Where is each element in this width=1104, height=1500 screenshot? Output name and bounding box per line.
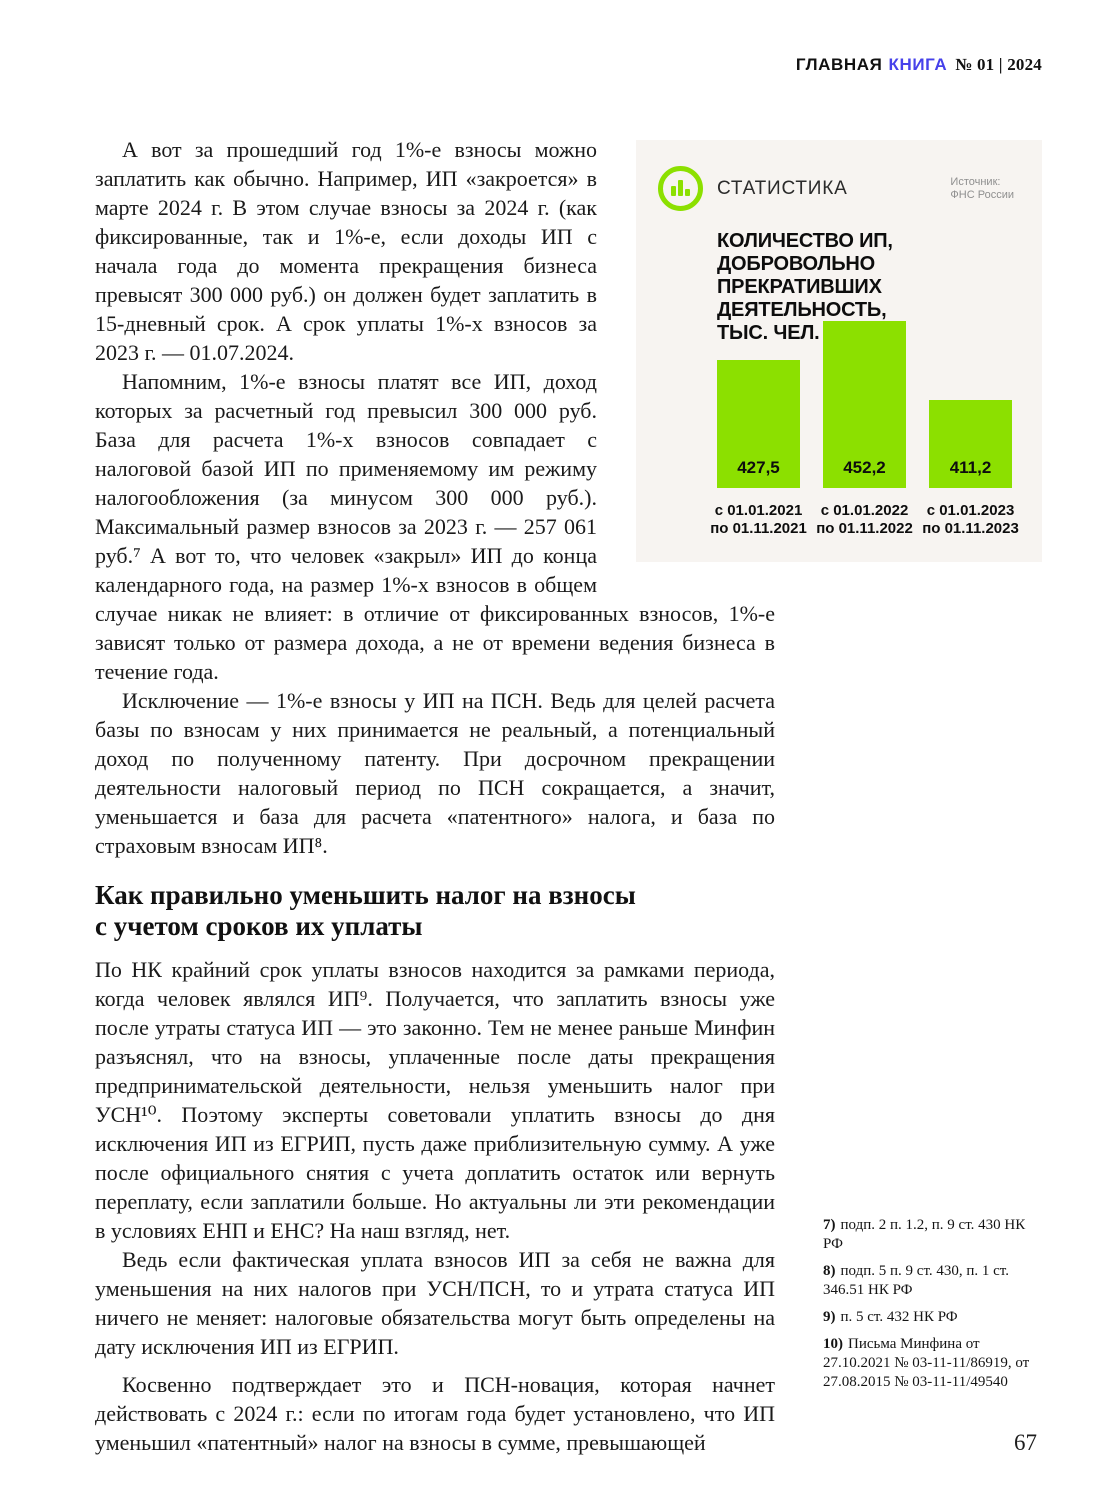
chart-title-line: ПРЕКРАТИВШИХ ДЕЯТЕЛЬНОСТЬ, [717, 276, 887, 321]
footnote-item [823, 1308, 1045, 1327]
chart-bar-fill [823, 321, 906, 488]
chart-bar-label-line: по 01.11.2021 [710, 520, 807, 537]
footnote-item [823, 1262, 1045, 1300]
footnote-text: Письма Минфина от 27.10.2021 № 03-11-11/86919, от 27.08.2015 № 03-11-11/49540 [823, 1336, 1030, 1390]
section-heading [95, 880, 775, 942]
chart-bar-label [710, 502, 807, 538]
chart-bar-label-line: с 01.01.2022 [820, 502, 909, 519]
chart-title-line: КОЛИЧЕСТВО ИП, ДОБРОВОЛЬНО [717, 230, 893, 275]
body-paragraph: По НК крайний срок уплаты взносов находится за рамками периода, когда человек являлся ИП⁹. Получается, что заплатить взносы уже после утраты статуса ИП — это законно. Тем не менее раньше Минфин разъяснял, что на взносы, уплаченные после даты прекращения предпринимательской деятельности, нельзя уменьшить налог при УСН¹⁰. Поэтому эксперты советовали уплатить взносы до дня исключения ИП из ЕГРИП, пусть даже приблизительную сумму. А уже после официального снятия с учета доплатить остаток или вернуть переплату, если заплатили больше. Но актуальны ли эти рекомендации в условиях ЕНП и ЕНС? На наш взгляд, нет. [95, 957, 775, 1243]
chart-bar [922, 400, 1019, 538]
bar-chart [710, 321, 1019, 538]
body-paragraph: Напомним, 1%-е взносы платят все ИП, доход которых за расчетный год превысил 300 000 руб. База для расчета 1%-х взносов совпадает с налоговой базой ИП по применяемому им режиму налогообложения (за минусом 300 000 руб.). Максимальный размер взносов за 2023 г. — 257 061 руб.⁷ А вот то, что человек «закрыл» ИП до конца календарного года, на размер 1%-х взносов в общем случае никак не влияет: в отличие от фиксированных взносов, 1%-е зависят только от размера дохода, а не от времени ведения бизнеса в течение года. [95, 369, 775, 684]
section-heading-line: Как правильно уменьшить налог на взносы [95, 880, 636, 910]
body-paragraph: Косвенно подтверждает это и ПСН-новация, которая начнет действовать с 2024 г.: если по итогам года будет установлено, что ИП уменьшил «патентный» налог на взносы в сумме, превышающей [95, 1372, 775, 1455]
chart-bar-label-line: с 01.01.2023 [926, 502, 1015, 519]
footnote-text: подп. 5 п. 9 ст. 430, п. 1 ст. 346.51 НК РФ [823, 1263, 1009, 1298]
chart-bar-label-line: с 01.01.2021 [714, 502, 803, 519]
statistics-box [636, 140, 1042, 562]
chart-bar-value: 411,2 [949, 458, 992, 477]
footnote-number: 10) [823, 1336, 843, 1352]
footnote-text: подп. 2 п. 1.2, п. 9 ст. 430 НК РФ [823, 1217, 1026, 1252]
issue-number: № 01 | 2024 [955, 55, 1042, 74]
chart-bar-label [816, 502, 913, 538]
magazine-name-part1: ГЛАВНАЯ [795, 55, 883, 74]
body-paragraph: Исключение — 1%-е взносы у ИП на ПСН. Ведь для целей расчета базы по взносам у них принимается не реальный, а потенциальный доход по полученному патенту. При досрочном прекращении деятельности налоговый период по ПСН сокращается, а значит, уменьшается и база для расчета «патентного» налога, и база по страховым взносам ИП⁸. [95, 688, 775, 858]
magazine-name-part2: КНИГА [888, 55, 948, 74]
chart-source-line: ФНС России [950, 189, 1014, 201]
chart-bar-label [922, 502, 1019, 538]
footnote-text: п. 5 ст. 432 НК РФ [840, 1309, 958, 1325]
bar-chart-icon [658, 166, 703, 211]
running-head [796, 55, 1042, 75]
footnote-number: 7) [823, 1217, 836, 1233]
chart-bar-label-line: по 01.11.2023 [922, 520, 1019, 537]
footnote-number: 8) [823, 1263, 836, 1279]
body-paragraph: Ведь если фактическая уплата взносов ИП за себя не важна для уменьшения на них налогов при УСН/ПСН, то и утрата статуса ИП ничего не меняет: налоговые обязательства могут быть определены на дату исключения ИП из ЕГРИП. [95, 1247, 775, 1359]
chart-bar [816, 321, 913, 538]
section-heading-line: с учетом сроков их уплаты [95, 911, 423, 941]
chart-bar-fill [929, 400, 1012, 488]
footnote-item [823, 1335, 1045, 1392]
chart-source-line: Источник: [950, 176, 1001, 188]
chart-bar-value: 452,2 [843, 458, 886, 477]
chart-bar-label-line: по 01.11.2022 [816, 520, 913, 537]
page-number: 67 [1014, 1430, 1037, 1455]
chart-title-line: ТЫС. ЧЕЛ. [717, 322, 820, 344]
chart-source [950, 176, 1014, 202]
chart-bar-fill [717, 360, 800, 488]
statistics-label: СТАТИСТИКА [717, 178, 848, 199]
footnote-number: 9) [823, 1309, 836, 1325]
chart-bar [710, 360, 807, 538]
chart-bar-value: 427,5 [737, 458, 780, 477]
body-paragraph: А вот за прошедший год 1%-е взносы можно заплатить как обычно. Например, ИП «закроется» в марте 2024 г. В этом случае взносы за 2024 г. (как фиксированные, так и 1%-е, если доходы ИП с начала года до момента прекращения бизнеса превысят 300 000 руб.) он должен будет заплатить в 15-дневный срок. А срок уплаты 1%-х взносов за 2023 г. — 01.07.2024. [95, 137, 597, 365]
footnotes [823, 1216, 1045, 1400]
footnote-item [823, 1216, 1045, 1254]
